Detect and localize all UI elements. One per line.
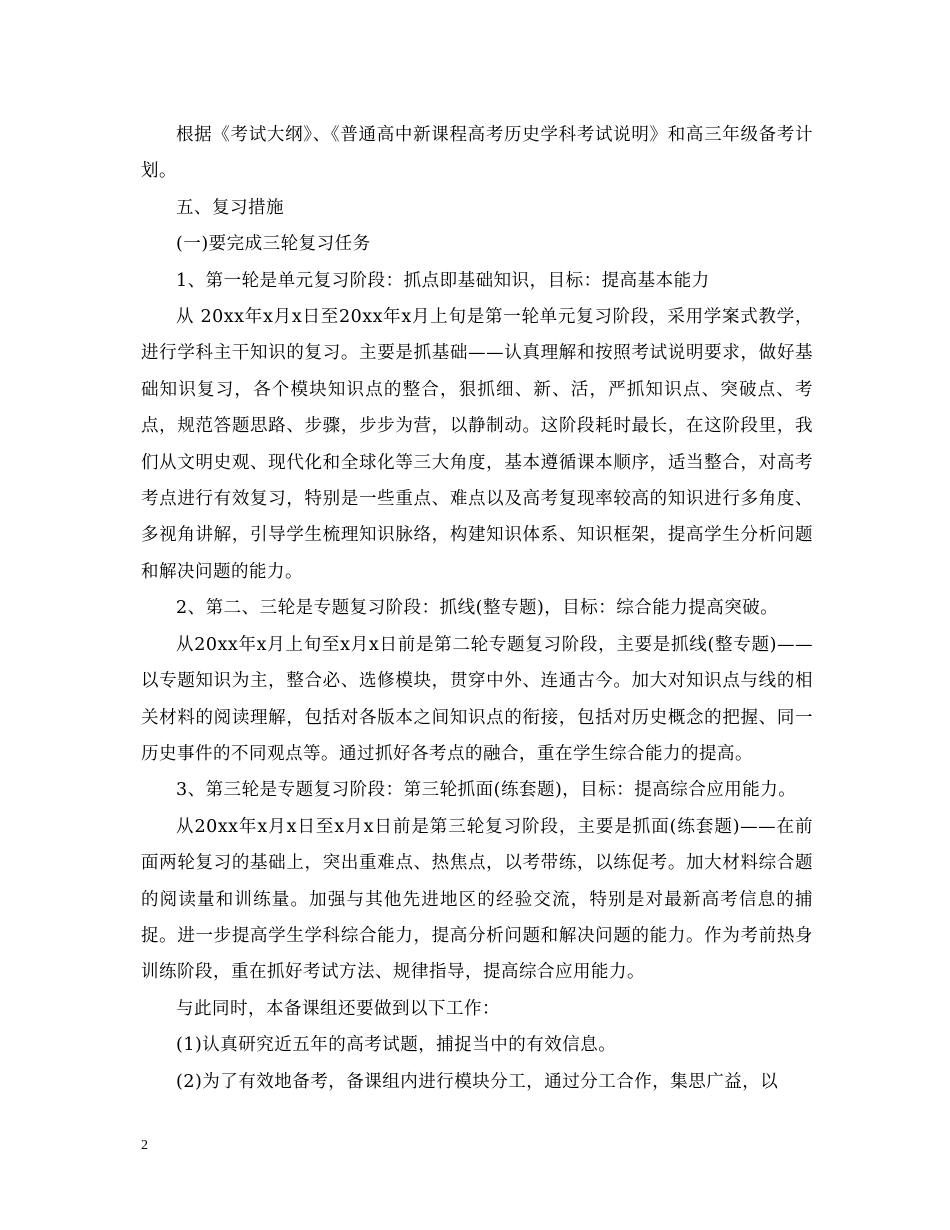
document-body (141, 117, 813, 1100)
additional-work-intro: 与此同时，本备课组还要做到以下工作： (176, 998, 500, 1019)
round-2-body: 从20xx年x月上旬至x月x日前是第二轮专题复习阶段，主要是抓线(整专题)——以专题知识为主，整合必、选修模块，贯穿中外、连通古今。加大对知识点与线的相关材料的阅读理解，包括对各版本之间知识点的衔接，包括对历史概念的把握、同一历史事件的不同观点等。通过抓好各考点的融合，重在学生综合能力的提高。 (141, 634, 813, 764)
round-1-heading: 1、第一轮是单元复习阶段：抓点即基础知识，目标：提高基本能力 (176, 270, 710, 291)
section-heading-review-measures: 五、复习措施 (176, 197, 284, 218)
subheading-three-rounds: (一)要完成三轮复习任务 (176, 234, 371, 255)
page-number: 2 (141, 1138, 148, 1153)
work-item-2: (2)为了有效地备考，备课组内进行模块分工，通过分工合作，集思广益，以 (176, 1071, 779, 1092)
round-3-heading: 3、第三轮是专题复习阶段：第三轮抓面(练套题)，目标：提高综合应用能力。 (176, 780, 797, 801)
work-item-1: (1)认真研究近五年的高考试题，捕捉当中的有效信息。 (176, 1035, 617, 1056)
round-3-body: 从20xx年x月x日至x月x日前是第三轮复习阶段，主要是抓面(练套题)——在前面两轮复习的基础上，突出重难点、热焦点，以考带练，以练促考。加大材料综合题的阅读量和训练量。加强与其他先进地区的经验交流，特别是对最新高考信息的捕捉。进一步提高学生学科综合能力，提高分析问题和解决问题的能力。作为考前热身训练阶段，重在抓好考试方法、规律指导，提高综合应用能力。 (141, 816, 813, 983)
round-2-heading: 2、第二、三轮是专题复习阶段：抓线(整专题)，目标：综合能力提高突破。 (176, 598, 779, 619)
paragraph-basis: 根据《考试大纲》、《普通高中新课程高考历史学科考试说明》和高三年级备考计划。 (141, 125, 813, 182)
round-1-body: 从 20xx年x月x日至20xx年x月上旬是第一轮单元复习阶段，采用学案式教学，进行学科主干知识的复习。主要是抓基础——认真理解和按照考试说明要求，做好基础知识复习，各个模块知识点的整合，狠抓细、新、活，严抓知识点、突破点、考点，规范答题思路、步骤，步步为营，以静制动。这阶段耗时最长，在这阶段里，我们从文明史观、现代化和全球化等三大角度，基本遵循课本顺序，适当整合，对高考考点进行有效复习，特别是一些重点、难点以及高考复现率较高的知识进行多角度、多视角讲解，引导学生梳理知识脉络，构建知识体系、知识框架，提高学生分析问题和解决问题的能力。 (141, 307, 813, 582)
